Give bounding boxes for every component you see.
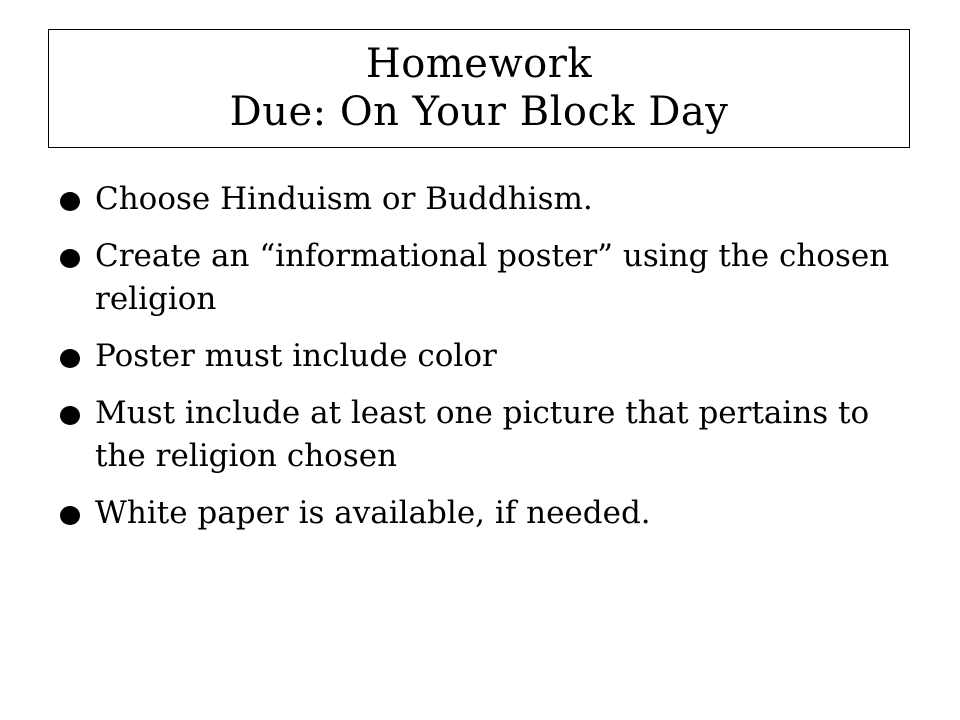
bullet-dot-icon bbox=[60, 406, 80, 425]
slide-subtitle: Due: On Your Block Day bbox=[229, 89, 729, 135]
title-box bbox=[48, 29, 910, 148]
bullet-dot-icon bbox=[60, 349, 80, 368]
bullet-item bbox=[60, 335, 910, 378]
bullet-dot-icon bbox=[60, 249, 80, 268]
bullet-item bbox=[60, 235, 910, 321]
bullet-dot-icon bbox=[60, 192, 80, 211]
bullet-dot-icon bbox=[60, 506, 80, 525]
bullet-text: White paper is available, if needed. bbox=[95, 495, 651, 531]
bullet-text: Create an “informational poster” using the chosen religion bbox=[95, 238, 890, 317]
slide-title: Homework bbox=[365, 41, 593, 87]
bullet-text: Poster must include color bbox=[95, 338, 497, 374]
bullet-text: Choose Hinduism or Buddhism. bbox=[95, 181, 593, 217]
bullet-list bbox=[60, 178, 910, 549]
bullet-text: Must include at least one picture that pertains to the religion chosen bbox=[95, 395, 870, 474]
bullet-item bbox=[60, 392, 910, 478]
bullet-item bbox=[60, 492, 910, 535]
bullet-item bbox=[60, 178, 910, 221]
